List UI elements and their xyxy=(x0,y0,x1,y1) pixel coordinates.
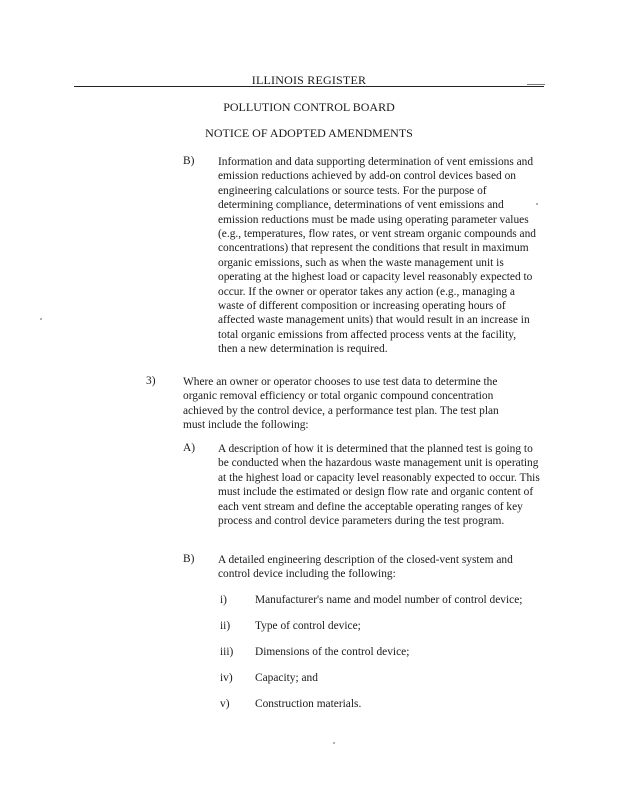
item-b-text: Information and data supporting determination of vent emissions and emission reductions achieved by add-on control devices based on engineering calculations or source tests. For the purpose of determining compliance, determinations of vent emissions and emission reductions must be made using operating parameter values (e.g., temperatures, flow rates, or vent stream organic compounds and concentrations) that represent the conditions that result in maximum organic emissions, such as when the waste management unit is operating at the highest load or capacity level reasonably expected to occur. If the owner or operator takes any action (e.g., managing a waste of different composition or increasing operating hours of affected waste management units) that would result in an increase in total organic emissions from affected process vents at the facility, then a new determination is required. xyxy=(218,156,536,356)
item-3-label: 3) xyxy=(146,375,156,387)
item-3b-text: A detailed engineering description of the closed-vent system and control device including the following: xyxy=(218,554,513,581)
scan-speck xyxy=(536,203,538,205)
header-rule xyxy=(74,86,544,87)
board-name: POLLUTION CONTROL BOARD xyxy=(223,100,395,114)
scan-speck xyxy=(333,742,335,744)
subitem-text: Construction materials. xyxy=(255,698,362,710)
item-3a-label: A) xyxy=(183,442,196,454)
notice-title: NOTICE OF ADOPTED AMENDMENTS xyxy=(205,126,413,140)
item-3-text: Where an owner or operator chooses to use test data to determine the organic removal efficiency or total organic compound concentration achieved by the control device, a performance test plan. The test plan must include the following: xyxy=(183,376,499,432)
header-rule-tail xyxy=(527,84,545,85)
item-3a-text: A description of how it is determined that the planned test is going to be conducted when the hazardous waste management unit is operating at the highest load or capacity level reasonably expected to occur. This must include the estimated or design flow rate and organic content of each vent stream and define the acceptable operating ranges of key process and control device parameters during the test program. xyxy=(218,443,540,528)
item-b-label: B) xyxy=(183,155,195,167)
subitem-text: Dimensions of the control device; xyxy=(255,646,410,658)
subitem-label: i) xyxy=(220,594,227,606)
item-3b-label: B) xyxy=(183,553,195,565)
subitem-text: Capacity; and xyxy=(255,672,318,684)
subitem-label: iii) xyxy=(220,646,234,658)
register-title: ILLINOIS REGISTER xyxy=(251,73,367,87)
subitem-label: v) xyxy=(220,698,230,710)
subitem-text: Type of control device; xyxy=(255,620,361,632)
subitem-label: iv) xyxy=(220,672,233,684)
scan-speck xyxy=(40,318,42,320)
subitem-label: ii) xyxy=(220,620,231,632)
subitem-text: Manufacturer's name and model number of control device; xyxy=(255,594,523,606)
